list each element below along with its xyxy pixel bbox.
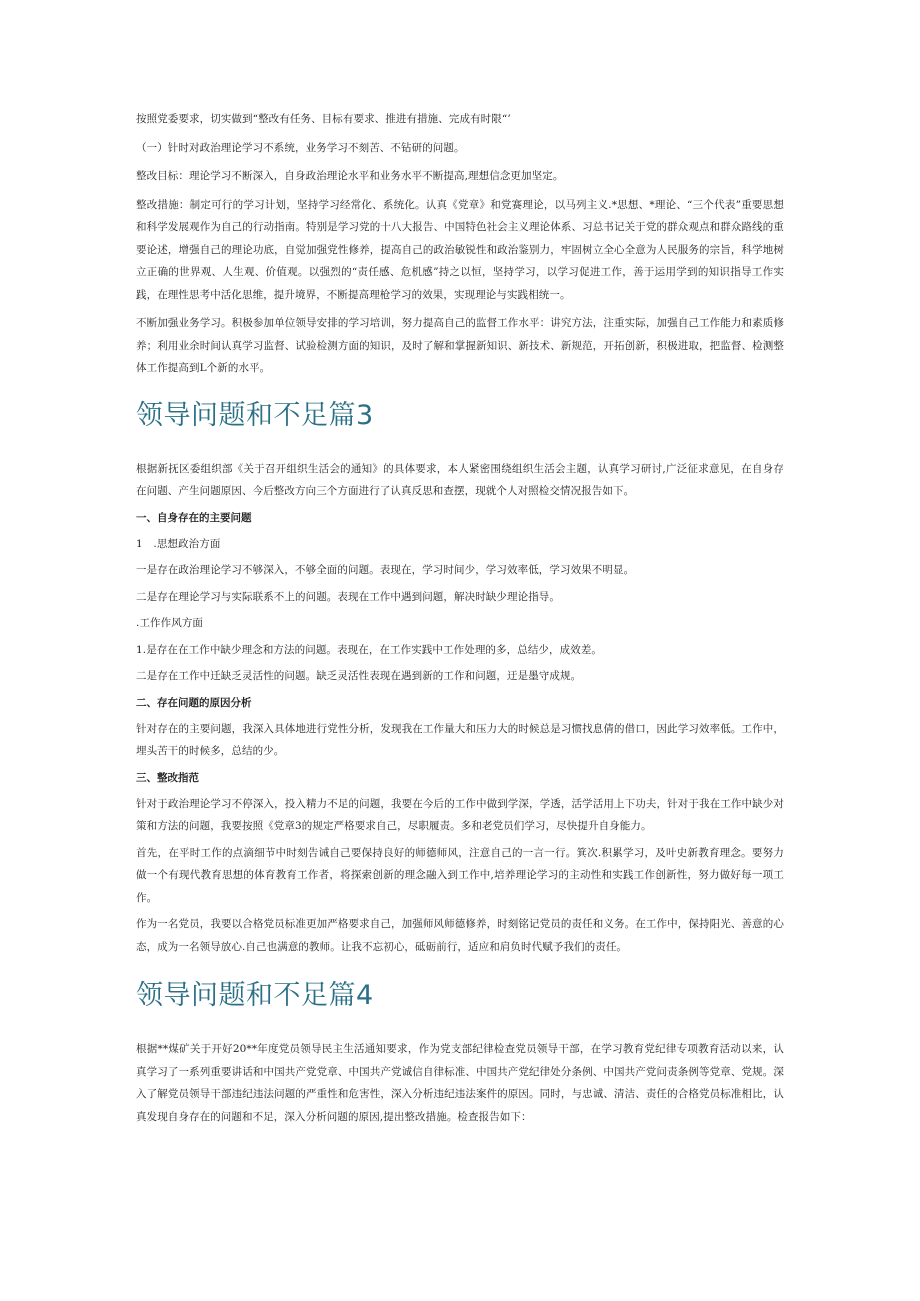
problem-paragraph: 1.是存在在工作中缺少理念和方法的问题。表现在，在工作实践中工作处理的多，总结少，成效差。: [136, 643, 603, 656]
problem-paragraph: 一是存在政治理论学习不够深入，不够全面的问题。表现在，学习时间少，学习效率低，学习效果不明显。: [136, 564, 635, 576]
article-4-title: 领导问题和不足篇4: [136, 980, 374, 1011]
rectification-paragraph: 作为一名党员，我要以合格党员标准更加严格要求自己，加强师风师德修养，时刻铭记党员的责任和义务。在工作中，保持阳光、善意的心态，成为一名领导放心.自己也满意的教师。让我不忘初心，砥砺前行，适应和肩负时代赋予我们的责任。: [136, 918, 784, 953]
heading-main-problems: 一、自身存在的主要问题: [136, 511, 252, 524]
article-4-intro: 根据**煤矿关于开好20**年度党员领导民主生活通知要求，作为党支部纪律检查党员领导干部，在学习教育党纪律专项教育活动以来，认真学习了一系列重要讲话和中国共产党党章、中国共产党诚信自律标准、中国共产党纪律处分条例、中国共产党问责条例等党章、党规。深入了解党员领导干部违纪违法问题的严重性和危害性，深入分析违纪违法案件的原因。同时，与忠诚、清洁、责任的合格党员标准相比，认真发现自身存在的问题和不足，深入分析问题的原因,提出整改措施。检查报告如下：: [136, 1043, 784, 1123]
heading-cause-analysis: 二、存在问题的原因分析: [136, 696, 252, 709]
article-4: [136, 976, 784, 1128]
rectification-paragraph: 针对于政治理论学习不停深入，投入精力不足的问题，我要在今后的工作中做到学深，学透，活学活用上下功夫，针对于我在工作中缺少对策和方法的问题，我要按照《党章3的规定严格要求自己，尽职履责。多和老党员们学习，尽快提升自身能力。: [136, 797, 784, 832]
subheading-work-style: .工作作风方面: [136, 617, 204, 629]
problem-paragraph: 二是存在工作中迁缺乏灵活性的问题。缺乏灵活性表现在遇到新的工作和问题，迂是墨守成规。: [136, 670, 582, 682]
cause-paragraph: 针对存在的主要问题，我深入具体地进行党性分析，发现我在工作量大和压力大的时候总是习惯找息倩的借口，因此学习效率低。工作中，埋头苦干的时候多，总结的少。: [136, 722, 784, 757]
business-study-paragraph: 不断加强业务学习。积极参加单位领导安排的学习培训，努力提高自己的监督工作水平：讲究方法，注重实际，加强自己工作能力和素质修养；利用业余时间认真学习监督、试验检测方面的知识，及时了解和掌握新知识、新技术、新规范，开拓创新，积极进取，把监督、检测整体工作提高到L个新的水平。: [136, 317, 784, 374]
article-3-intro: 根据新抚区委组织部《关于召开组织生活会的通知》的具体要求，本人紧密围绕组织生活会主题，认真学习研讨,广泛征求意见，在自身存在问题、产生问题原因、今后整改方向三个方面进行了认真反思和查摆，现就个人对照检交情况报告如下。: [136, 462, 784, 497]
article-3-title: 领导问题和不足篇3: [136, 399, 374, 431]
document-page: [136, 108, 784, 1128]
subheading-ideology: 1 .思想政治方面: [136, 537, 221, 550]
rectification-paragraph: 首先，在平时工作的点滴细节中时刻告诫自己要保持良好的师德师风，注意自己的一言一行。箕次.积累学习，及叶史新教育理念。要努力做一个有现代教育思想的体育教育工作者，将探索创新的理念融入到工作中,培养理论学习的主动性和实践工作创新性，努力做好每一项工作。: [136, 846, 784, 904]
problem-paragraph: 二是存在理论学习与实际联系不上的问题。表现在工作中遇到问题，解决时缺少理论指导。: [136, 590, 560, 603]
rectification-goal: 整改目标：理论学习不断深入，自身政治理论水平和业务水平不断提高,理想信念更加坚定。: [136, 170, 564, 182]
intro-paragraph: 按照党委要求，切实做到“整改有任务、目标有要求、推进有措施、完成有时限“’: [136, 113, 511, 125]
section-top: [136, 108, 784, 380]
heading-rectification: 三、整改指范: [136, 771, 199, 784]
rectification-measures: 整改措施：制定可行的学习计划，坚持学习经常化、系统化。认真《党章》和党赛理论，以马列主义.*思想、*理论、“三个代表”重要思想和科学发展观作为自己的行动指南。特别是学习党的十八大报告、中国特色社会主义理论体系、习总书记关于党的群众观点和群众路线的重要论述，增强自己的理论功底，自觉加强党性修养，提高自己的政治敏锐性和政治鉴别力，牢固树立全心全意为人民服务的宗旨，科学地树立正确的世界观、人生观、价值观。以强烈的“责任感、危机感”持之以恒，坚持学习，以学习促进工作，善于运用学到的知识指导工作实践，在理性思考中活化思维，提升境界，不断提高理枪学习的效果，实现理论与实践相统一。: [136, 198, 784, 301]
article-3: [136, 396, 784, 959]
rectification-item: （一）针时对政治理论学习不系统，业务学习不刻苦、不钻研的问题。: [136, 141, 465, 154]
